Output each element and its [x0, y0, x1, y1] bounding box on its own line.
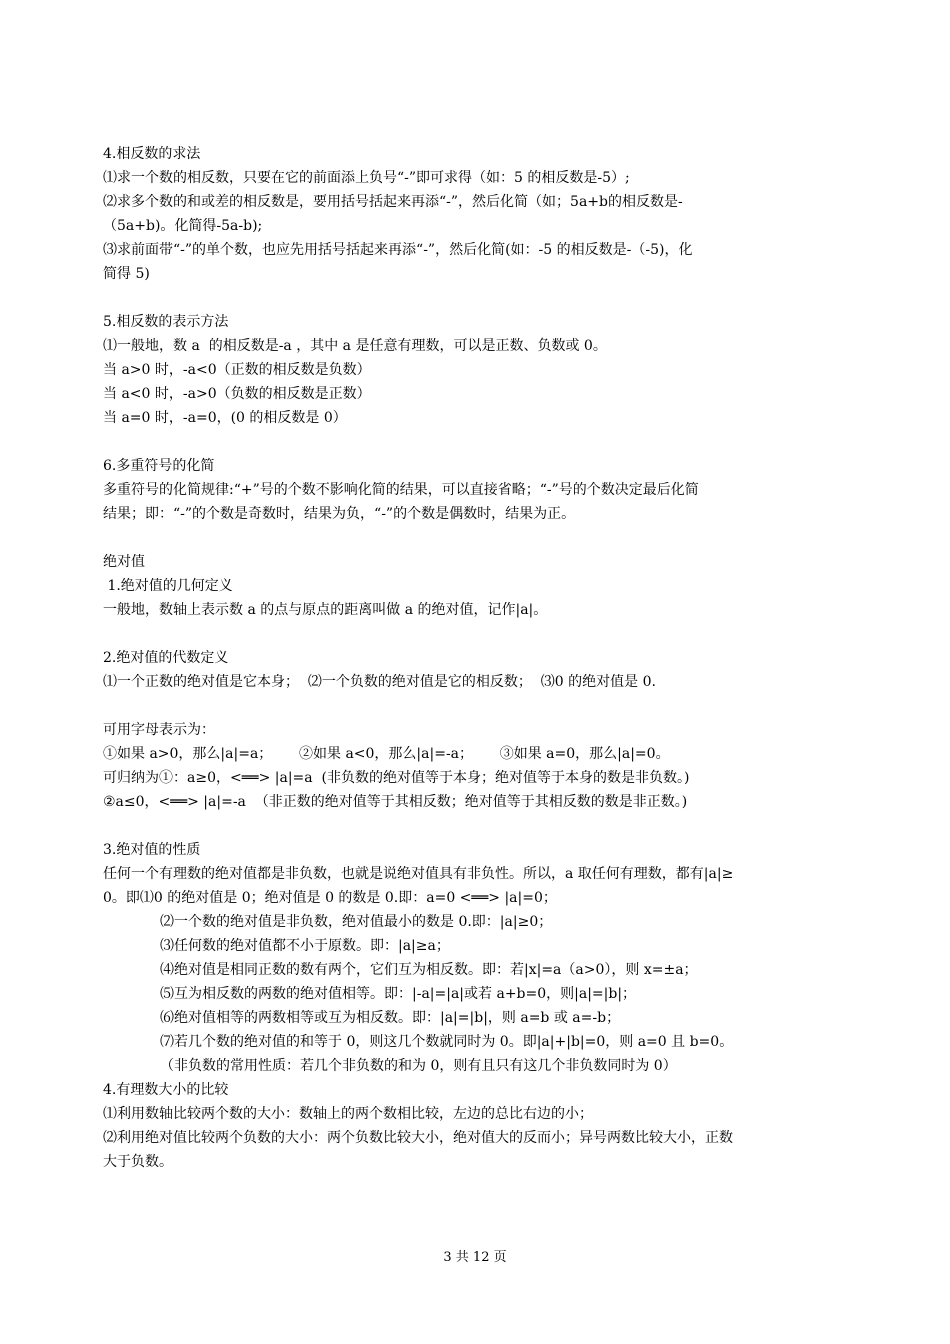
paragraph-line: 可用字母表示为：	[103, 722, 215, 738]
paragraph-line: 当 a>0 时，-a<0（正数的相反数是负数）	[103, 362, 371, 378]
blank-line	[103, 622, 863, 646]
paragraph-line: 0。即⑴0 的绝对值是 0；绝对值是 0 的数是 0.即：a=0 <══> |a|=0；	[103, 890, 557, 906]
paragraph-line: ⑴一个正数的绝对值是它本身； ⑵一个负数的绝对值是它的相反数； ⑶0 的绝对值是 0.	[103, 674, 656, 690]
paragraph-line: 当 a<0 时，-a>0（负数的相反数是正数）	[103, 386, 371, 402]
section-heading: 5.相反数的表示方法	[103, 314, 229, 330]
paragraph-line: ⑵求多个数的和或差的相反数是，要用括号括起来再添“-”，然后化简（如；5a+b的相反数是-	[103, 194, 683, 210]
paragraph-line: 可归纳为①：a≥0，<══> |a|=a (非负数的绝对值等于本身；绝对值等于本身的数是非负数。)	[103, 770, 690, 786]
subsection-heading: 3.绝对值的性质	[103, 842, 201, 858]
paragraph-line: 当 a=0 时，-a=0，(0 的相反数是 0）	[103, 410, 347, 426]
paragraph-line: ⑴一般地，数 a 的相反数是-a ，其中 a 是任意有理数，可以是正数、负数或 0。	[103, 338, 607, 354]
paragraph-line: ②a≤0，<══> |a|=-a （非正数的绝对值等于其相反数；绝对值等于其相反数的数是非正数。)	[103, 794, 688, 810]
indented-line: ⑷绝对值是相同正数的数有两个，它们互为相反数。即：若|x|=a（a>0），则 x=±a；	[160, 962, 698, 978]
indented-line: ⑵一个数的绝对值是非负数，绝对值最小的数是 0.即：|a|≥0；	[160, 914, 553, 930]
paragraph-line: 简得 5)	[103, 266, 150, 282]
paragraph-line: ⑴求一个数的相反数，只要在它的前面添上负号“-”即可求得（如：5 的相反数是-5）;	[103, 170, 630, 186]
paragraph-line: 一般地，数轴上表示数 a 的点与原点的距离叫做 a 的绝对值，记作|a|。	[103, 602, 548, 618]
blank-line	[103, 814, 863, 838]
indented-line: ⑶任何数的绝对值都不小于原数。即：|a|≥a；	[160, 938, 450, 954]
page-number: 3 共 12 页	[443, 1250, 507, 1265]
section-heading: 4.相反数的求法	[103, 146, 201, 162]
indented-line: ⑸互为相反数的两数的绝对值相等。即：|-a|=|a|或若 a+b=0，则|a|=|b|；	[160, 986, 637, 1002]
paragraph-line: ①如果 a>0，那么|a|=a； ②如果 a<0，那么|a|=-a； ③如果 a=0，那么|a|=0。	[103, 746, 670, 762]
blank-line	[103, 526, 863, 550]
paragraph-line: ⑴利用数轴比较两个数的大小：数轴上的两个数相比较，左边的总比右边的小；	[103, 1106, 593, 1122]
section-heading: 绝对值	[103, 554, 145, 570]
blank-line	[103, 694, 863, 718]
subsection-heading: 2.绝对值的代数定义	[103, 650, 229, 666]
paragraph-line: ⑵利用绝对值比较两个负数的大小：两个负数比较大小，绝对值大的反而小；异号两数比较大小，正数	[103, 1130, 733, 1146]
blank-line	[103, 286, 863, 310]
paragraph-line: 结果；即：“-”的个数是奇数时，结果为负，“-”的个数是偶数时，结果为正。	[103, 506, 576, 522]
subsection-heading: 4.有理数大小的比较	[103, 1082, 229, 1098]
indented-line: （非负数的常用性质：若几个非负数的和为 0，则有且只有这几个非负数同时为 0）	[160, 1058, 677, 1074]
indented-line: ⑺若几个数的绝对值的和等于 0，则这几个数就同时为 0。即|a|+|b|=0，则 a=0 且 b=0。	[160, 1034, 734, 1050]
subsection-heading: 1.绝对值的几何定义	[103, 578, 233, 594]
paragraph-line: 大于负数。	[103, 1154, 173, 1170]
paragraph-line: （5a+b)。化简得-5a-b);	[103, 218, 263, 234]
blank-line	[103, 430, 863, 454]
indented-line: ⑹绝对值相等的两数相等或互为相反数。即：|a|=|b|，则 a=b 或 a=-b；	[160, 1010, 621, 1026]
section-heading: 6.多重符号的化简	[103, 458, 215, 474]
paragraph-line: 任何一个有理数的绝对值都是非负数，也就是说绝对值具有非负性。所以，a 取任何有理数，都有|a|≥	[103, 866, 734, 882]
paragraph-line: ⑶求前面带“-”的单个数，也应先用括号括起来再添“-”，然后化简(如：-5 的相反数是-（-5)，化	[103, 242, 693, 258]
paragraph-line: 多重符号的化简规律:“+”号的个数不影响化简的结果，可以直接省略；“-”号的个数决定最后化简	[103, 482, 699, 498]
document-page	[103, 142, 863, 1174]
